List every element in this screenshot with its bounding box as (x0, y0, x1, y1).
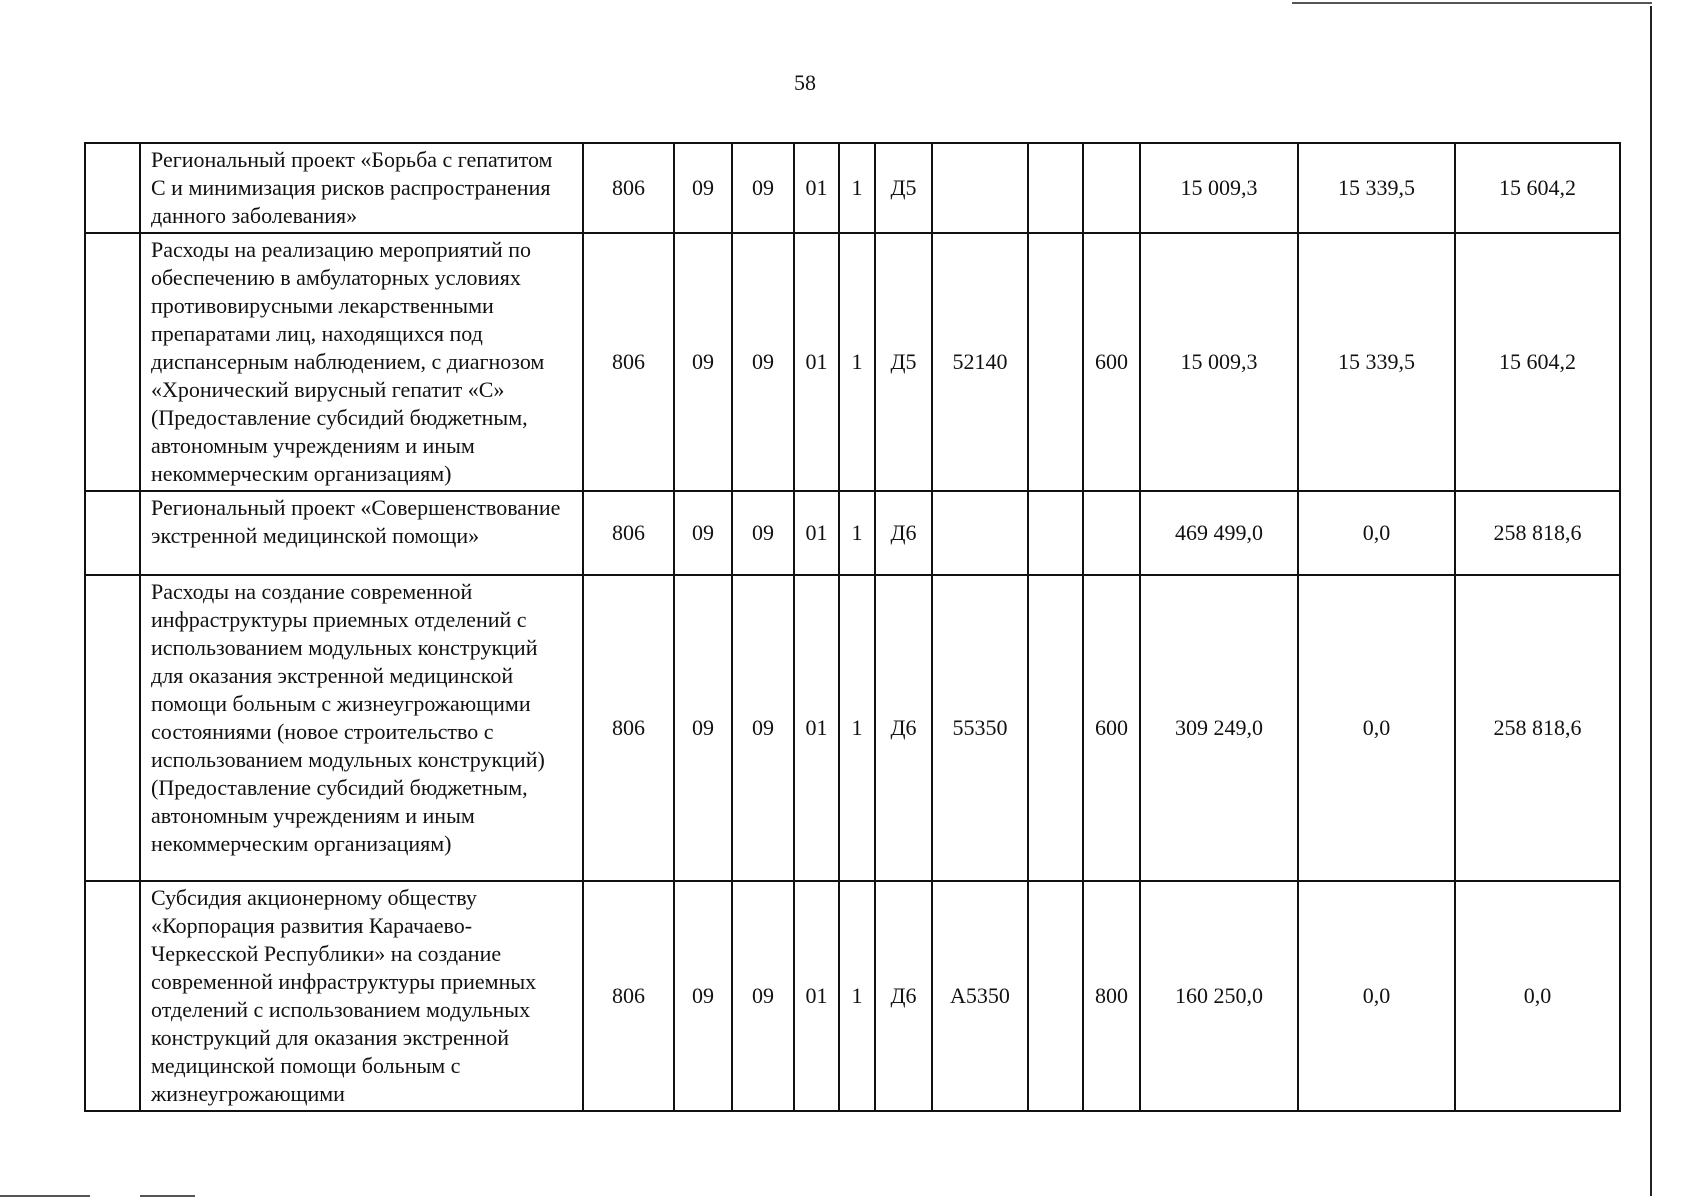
cell-code-3: Д6 (875, 881, 932, 1111)
cell-rz: 09 (674, 233, 732, 491)
table-row (85, 491, 1620, 575)
cell-gr: 806 (583, 233, 674, 491)
cell-code-3: Д5 (875, 233, 932, 491)
cell-code-2: 1 (839, 575, 875, 881)
cell-code-5 (1028, 881, 1083, 1111)
row-description: Субсидия акционерному обществу «Корпорация развития Карачаево-Черкесской Республики» на создание современной инфраструктуры приемных отделений с использованием модульных конструкций для оказания экстренной медицинской помощи больным с жизнеугрожающими (140, 881, 583, 1111)
cell-gr: 806 (583, 491, 674, 575)
cell-code-1: 01 (794, 491, 839, 575)
cell-code-2: 1 (839, 491, 875, 575)
cell-year-1: 15 009,3 (1140, 143, 1298, 233)
row-description: Региональный проект «Борьба с гепатитом С и минимизация рисков распространения данного заболевания» (140, 143, 583, 233)
table-row (85, 881, 1620, 1111)
row-index-cell (85, 233, 140, 491)
cell-vr (1083, 143, 1140, 233)
cell-code-4 (932, 491, 1028, 575)
cell-year-2: 0,0 (1298, 491, 1455, 575)
cell-pr: 09 (732, 881, 794, 1111)
cell-code-1: 01 (794, 575, 839, 881)
cell-code-4: 52140 (932, 233, 1028, 491)
cell-pr: 09 (732, 575, 794, 881)
cell-code-5 (1028, 233, 1083, 491)
cell-year-1: 15 009,3 (1140, 233, 1298, 491)
budget-table (84, 142, 1621, 1112)
cell-year-2: 15 339,5 (1298, 143, 1455, 233)
cell-code-3: Д5 (875, 143, 932, 233)
row-description: Региональный проект «Совершенствование экстренной медицинской помощи» (140, 491, 583, 575)
row-index-cell (85, 575, 140, 881)
cell-year-2: 15 339,5 (1298, 233, 1455, 491)
cell-rz: 09 (674, 143, 732, 233)
cell-year-1: 469 499,0 (1140, 491, 1298, 575)
cell-vr: 600 (1083, 575, 1140, 881)
cell-code-2: 1 (839, 143, 875, 233)
cell-code-1: 01 (794, 881, 839, 1111)
table-row (85, 575, 1620, 881)
row-index-cell (85, 491, 140, 575)
cell-code-1: 01 (794, 143, 839, 233)
cell-code-5 (1028, 491, 1083, 575)
table-row (85, 233, 1620, 491)
cell-year-3: 0,0 (1455, 881, 1620, 1111)
table-row (85, 143, 1620, 233)
cell-rz: 09 (674, 881, 732, 1111)
cell-rz: 09 (674, 491, 732, 575)
cell-year-3: 258 818,6 (1455, 575, 1620, 881)
scan-edge-bottom (140, 1195, 195, 1197)
cell-vr: 600 (1083, 233, 1140, 491)
cell-year-2: 0,0 (1298, 881, 1455, 1111)
cell-code-5 (1028, 575, 1083, 881)
cell-pr: 09 (732, 491, 794, 575)
cell-gr: 806 (583, 143, 674, 233)
cell-year-3: 15 604,2 (1455, 143, 1620, 233)
scan-edge-bottom (0, 1195, 90, 1197)
cell-vr: 800 (1083, 881, 1140, 1111)
scan-edge-right (1650, 6, 1652, 1196)
cell-code-4 (932, 143, 1028, 233)
cell-code-2: 1 (839, 233, 875, 491)
cell-code-3: Д6 (875, 491, 932, 575)
row-index-cell (85, 881, 140, 1111)
cell-code-4: А5350 (932, 881, 1028, 1111)
cell-vr (1083, 491, 1140, 575)
cell-code-1: 01 (794, 233, 839, 491)
cell-code-4: 55350 (932, 575, 1028, 881)
page-number: 58 (794, 70, 816, 95)
row-description: Расходы на создание современной инфраструктуры приемных отделений с использованием модульных конструкций для оказания экстренной медицинской помощи больным с жизнеугрожающими состояниями (новое строительство с использованием модульных конструкций) (Предоставление субсидий бюджетным, автономным учреждениям и иным некоммерческим организациям) (140, 575, 583, 881)
cell-year-1: 309 249,0 (1140, 575, 1298, 881)
cell-code-2: 1 (839, 881, 875, 1111)
cell-code-3: Д6 (875, 575, 932, 881)
cell-year-1: 160 250,0 (1140, 881, 1298, 1111)
cell-rz: 09 (674, 575, 732, 881)
cell-pr: 09 (732, 143, 794, 233)
cell-year-3: 15 604,2 (1455, 233, 1620, 491)
cell-year-3: 258 818,6 (1455, 491, 1620, 575)
row-description: Расходы на реализацию мероприятий по обеспечению в амбулаторных условиях противовирусными лекарственными препаратами лиц, находящихся под диспансерным наблюдением, с диагнозом «Хронический вирусный гепатит «С» (Предоставление субсидий бюджетным, автономным учреждениям и иным некоммерческим организациям) (140, 233, 583, 491)
cell-year-2: 0,0 (1298, 575, 1455, 881)
cell-gr: 806 (583, 881, 674, 1111)
scan-edge-top (1292, 2, 1652, 4)
cell-pr: 09 (732, 233, 794, 491)
cell-code-5 (1028, 143, 1083, 233)
cell-gr: 806 (583, 575, 674, 881)
row-index-cell (85, 143, 140, 233)
